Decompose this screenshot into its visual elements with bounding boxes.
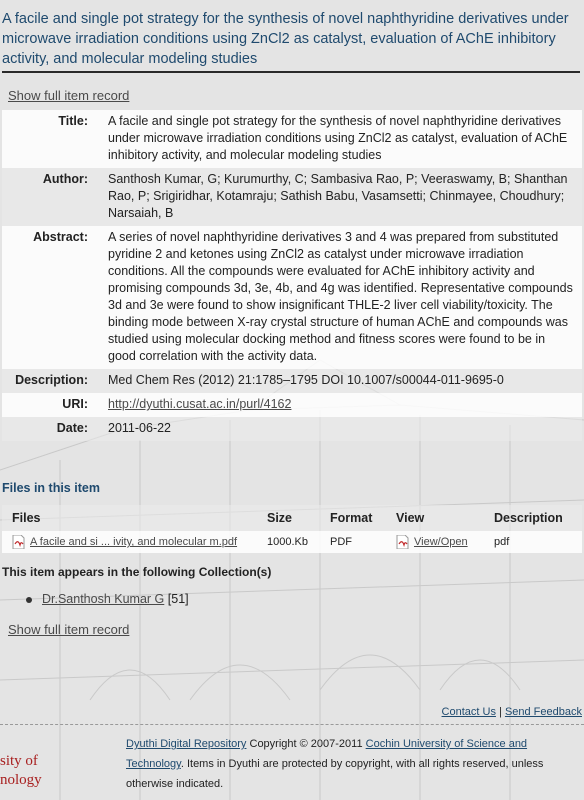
metadata-value bbox=[108, 393, 582, 417]
column-header-view: View bbox=[396, 511, 425, 525]
column-header-description: Description bbox=[494, 511, 563, 525]
collections-heading: This item appears in the following Collection(s) bbox=[2, 565, 272, 579]
files-heading: Files in this item bbox=[2, 481, 100, 495]
file-format: PDF bbox=[330, 536, 352, 548]
metadata-row-title bbox=[2, 110, 582, 168]
metadata-table bbox=[2, 110, 582, 441]
university-link[interactable]: Cochin University of Science and Technology bbox=[126, 738, 528, 770]
metadata-label: Description: bbox=[15, 373, 88, 387]
metadata-row-uri bbox=[2, 393, 582, 417]
university-logo-line2: nology bbox=[0, 772, 42, 788]
metadata-label: Abstract: bbox=[33, 230, 88, 244]
pdf-view-icon[interactable] bbox=[396, 535, 409, 549]
metadata-value: Med Chem Res (2012) 21:1785–1795 DOI 10.1007/s00044-011-9695-0 bbox=[108, 373, 504, 387]
show-full-record-link-top[interactable]: Show full item record bbox=[8, 88, 130, 103]
files-header-row bbox=[2, 505, 582, 531]
collection-item bbox=[26, 592, 189, 606]
column-header-size: Size bbox=[267, 511, 293, 525]
send-feedback-link[interactable]: Send Feedback bbox=[504, 706, 582, 718]
show-full-record-link-bottom[interactable]: Show full item record bbox=[8, 622, 130, 637]
collection-link[interactable]: Dr.Santhosh Kumar G bbox=[42, 592, 165, 606]
metadata-value: A facile and single pot strategy for the synthesis of novel naphthyridine derivatives under microwave irradiation conditions using ZnCl2 as catalyst, evaluation of AChE inhibitory activity, and molecular modeling studies bbox=[108, 114, 568, 162]
page-title: A facile and single pot strategy for the synthesis of novel naphthyridine derivatives under microwave irradiation conditions using ZnCl2 as catalyst, evaluation of AChE inhibitory activity, and molecular modeling studies bbox=[2, 9, 580, 73]
file-description: pdf bbox=[494, 536, 510, 548]
metadata-row-date bbox=[2, 417, 582, 441]
files-table bbox=[2, 505, 582, 553]
pdf-file-icon bbox=[12, 535, 25, 549]
rights-text: . Items in Dyuthi are protected by copyright, with all rights reserved, unless otherwise indicated. bbox=[126, 758, 544, 790]
collection-count: [51] bbox=[167, 592, 189, 606]
metadata-label: Author: bbox=[42, 172, 88, 186]
uri-link[interactable]: http://dyuthi.cusat.ac.in/purl/4162 bbox=[108, 397, 292, 411]
footer-divider bbox=[0, 724, 584, 725]
university-logo-line1: sity of bbox=[0, 753, 38, 769]
file-name-cell bbox=[2, 531, 267, 553]
column-header-files: Files bbox=[12, 511, 41, 525]
column-header-format: Format bbox=[330, 511, 373, 525]
metadata-value: 2011-06-22 bbox=[108, 421, 172, 435]
copyright-text: Copyright © 2007-2011 bbox=[246, 738, 366, 750]
footer-separator: | bbox=[499, 706, 502, 718]
metadata-value: Santhosh Kumar, G; Kurumurthy, C; Sambasiva Rao, P; Veeraswamy, B; Shanthan Rao, P; Srigiridhar, Kotamraju; Sathish Babu, Vasamsetti; Chinmayee, Choudhury; Narsaiah, B bbox=[108, 172, 568, 220]
footer-copyright bbox=[126, 734, 576, 794]
footer-links bbox=[442, 706, 582, 718]
file-row bbox=[2, 531, 582, 553]
file-name-link[interactable]: A facile and si ... ivity, and molecular m.pdf bbox=[30, 535, 238, 548]
collections-list bbox=[26, 592, 189, 606]
metadata-value: A series of novel naphthyridine derivatives 3 and 4 was prepared from substituted pyridine 2 and ketones using ZnCl2 as catalyst under microwave irradiation conditions. All the compounds were evaluated for AChE inhibitory activity and promising compounds 3d, 3e, 4b, and 4g was identified. Representative compounds 3d and 3e were found to show insignificant THLE-2 liver cell viability/toxicity. The binding mode between X-ray crystal structure of human AChE and compounds was studied using molecular docking method and fitness scores were found to be in good correlation with the activity data. bbox=[108, 230, 573, 363]
repository-link[interactable]: Dyuthi Digital Repository bbox=[126, 738, 247, 750]
university-logo-text bbox=[0, 752, 42, 790]
metadata-row-author bbox=[2, 168, 582, 226]
metadata-label: Date: bbox=[56, 421, 88, 435]
view-open-link[interactable]: View/Open bbox=[414, 535, 468, 548]
file-size: 1000.Kb bbox=[267, 536, 308, 548]
file-view-cell bbox=[396, 531, 494, 553]
contact-us-link[interactable]: Contact Us bbox=[441, 706, 496, 718]
metadata-row-description bbox=[2, 369, 582, 393]
metadata-row-abstract bbox=[2, 226, 582, 369]
metadata-label: URI: bbox=[62, 397, 88, 411]
metadata-label: Title: bbox=[58, 114, 88, 128]
